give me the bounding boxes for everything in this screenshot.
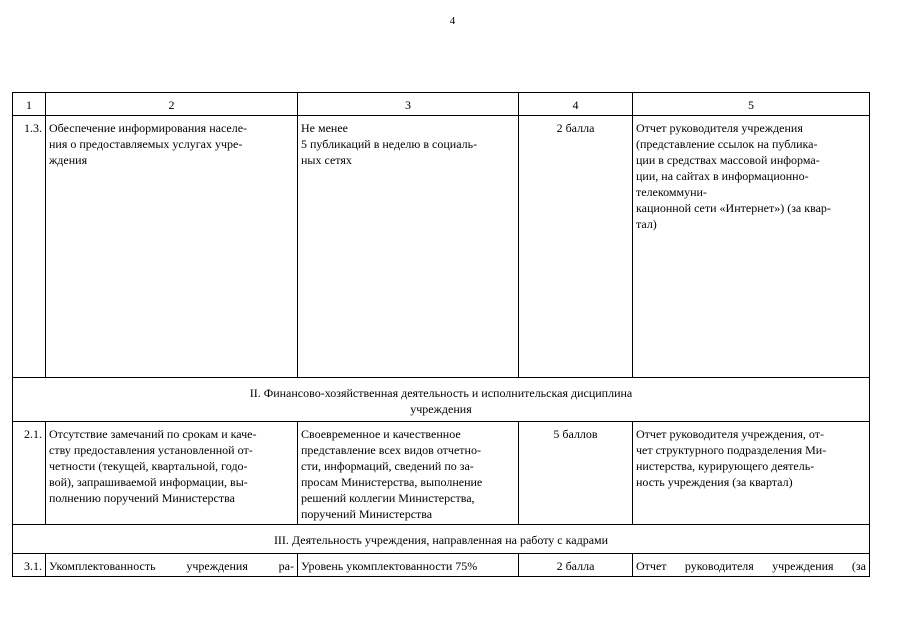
header-cell-4: 4 [519, 93, 633, 116]
indicator-cell: Обеспечение информирования населе- ния о предоставляемых услугах учре- ждения [46, 116, 298, 378]
header-cell-5: 5 [633, 93, 870, 116]
report-cell: Отчет руководителя учреждения, от- чет структурного подразделения Ми- нистерства, курирующего деятель- ность учреждения (за квартал) [633, 422, 870, 525]
header-cell-2: 2 [46, 93, 298, 116]
table-row-2-1 [13, 422, 870, 525]
criterion-cell: Не менее 5 публикаций в неделю в социаль- ных сетях [298, 116, 519, 378]
indicator-cell: Укомплектованность учреждения ра- [46, 554, 298, 577]
score-cell: 2 балла [519, 554, 633, 577]
report-cell: Отчет руководителя учреждения (представление ссылок на публика- ции в средствах массовой информа- ции, на сайтах в информационно- телекоммуни- кационной сети «Интернет») (за квар- тал) [633, 116, 870, 378]
criterion-cell: Уровень укомплектованности 75% [298, 554, 519, 577]
header-cell-1: 1 [13, 93, 46, 116]
criteria-table [12, 92, 870, 577]
table-row-1-3 [13, 116, 870, 378]
criterion-cell: Своевременное и качественное представление всех видов отчетно- сти, информаций, сведений по за- просам Министерства, выполнение решений коллегии Министерства, поручений Министерства [298, 422, 519, 525]
score-cell: 5 баллов [519, 422, 633, 525]
section-title: III. Деятельность учреждения, направленная на работу с кадрами [13, 525, 870, 554]
score-cell: 2 балла [519, 116, 633, 378]
section-heading-3 [13, 525, 870, 554]
row-number: 1.3. [13, 116, 46, 378]
header-row [13, 93, 870, 116]
section-title: II. Финансово-хозяйственная деятельность и исполнительская дисциплина учреждения [13, 378, 870, 422]
page-number: 4 [449, 15, 456, 27]
section-heading-2 [13, 378, 870, 422]
row-number: 3.1. [13, 554, 46, 577]
table-row-3-1 [13, 554, 870, 577]
header-cell-3: 3 [298, 93, 519, 116]
report-cell: Отчет руководителя учреждения (за [633, 554, 870, 577]
indicator-cell: Отсутствие замечаний по срокам и каче- ству предоставления установленной от- четности (текущей, квартальной, годо- вой), запрашиваемой информации, вы- полнению поручений Министерства [46, 422, 298, 525]
row-number: 2.1. [13, 422, 46, 525]
